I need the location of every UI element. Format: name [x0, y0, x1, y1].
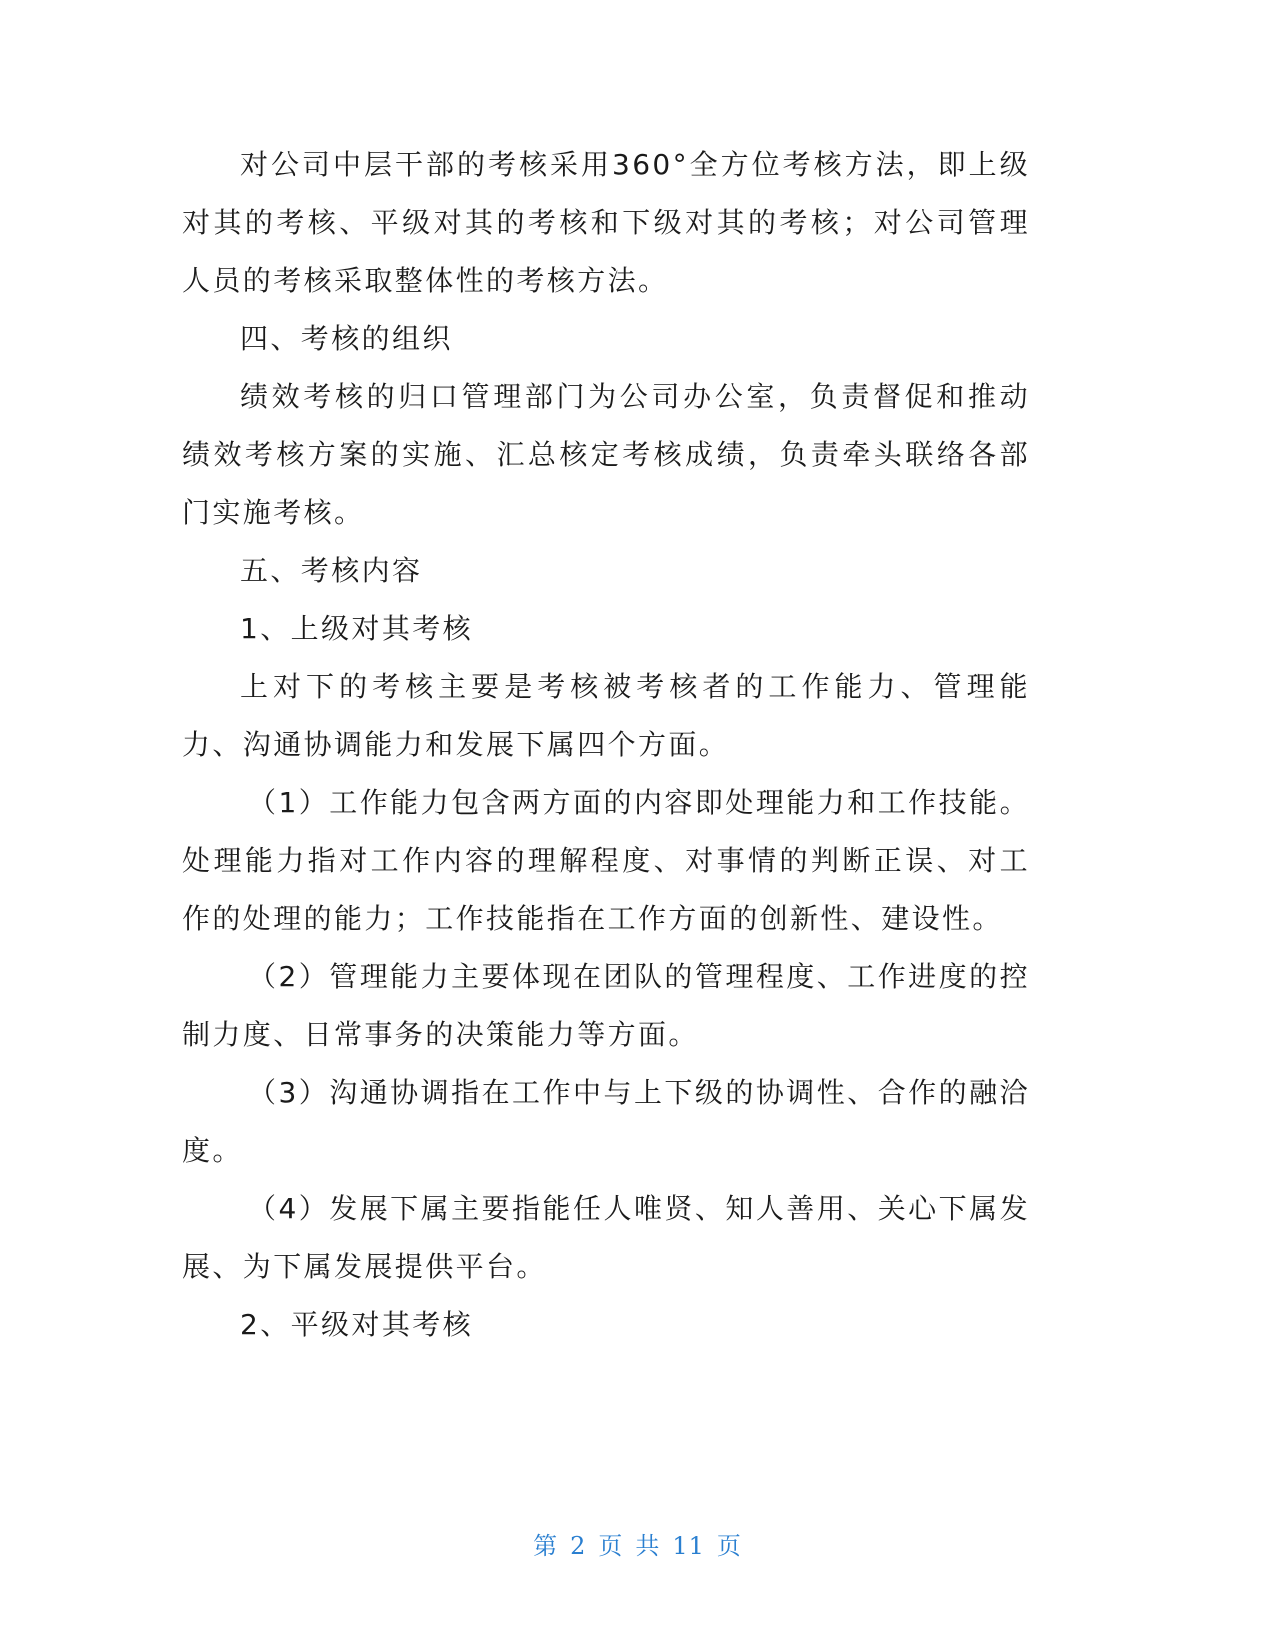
page-footer: [0, 1526, 1275, 1561]
footer-prefix: 第: [533, 1532, 559, 1560]
paragraph-management-ability: （2）管理能力主要体现在团队的管理程度、工作进度的控制力度、日常事务的决策能力等方面。: [182, 960, 1030, 1051]
footer-total-pages: 11: [672, 1532, 705, 1560]
paragraph-work-ability: （1）工作能力包含两方面的内容即处理能力和工作技能。处理能力指对工作内容的理解程度、对事情的判断正误、对工作的处理的能力；工作技能指在工作方面的创新性、建设性。: [182, 786, 1030, 935]
footer-total-suffix: 页: [716, 1532, 742, 1560]
paragraph-communication: （3）沟通协调指在工作中与上下级的协调性、合作的融洽度。: [182, 1076, 1030, 1167]
subheading-superior-assessment: 1、上级对其考核: [240, 612, 474, 645]
document-body: [182, 136, 1030, 1354]
section-heading-content: 五、考核内容: [240, 554, 423, 587]
subheading-peer-assessment: 2、平级对其考核: [240, 1308, 474, 1341]
paragraph-develop-subordinates: （4）发展下属主要指能任人唯贤、知人善用、关心下属发展、为下属发展提供平台。: [182, 1192, 1030, 1283]
footer-current-page: 2: [570, 1532, 587, 1560]
footer-total-prefix: 共: [635, 1532, 661, 1560]
section-heading-organization: 四、考核的组织: [240, 322, 453, 355]
paragraph-organization: 绩效考核的归口管理部门为公司办公室，负责督促和推动绩效考核方案的实施、汇总核定考核成绩，负责牵头联络各部门实施考核。: [182, 380, 1030, 529]
paragraph-superior-overview: 上对下的考核主要是考核被考核者的工作能力、管理能力、沟通协调能力和发展下属四个方面。: [182, 670, 1030, 761]
paragraph-assessment-method: 对公司中层干部的考核采用360°全方位考核方法，即上级对其的考核、平级对其的考核和下级对其的考核；对公司管理人员的考核采取整体性的考核方法。: [182, 148, 1030, 297]
footer-page-label: 页: [598, 1532, 624, 1560]
